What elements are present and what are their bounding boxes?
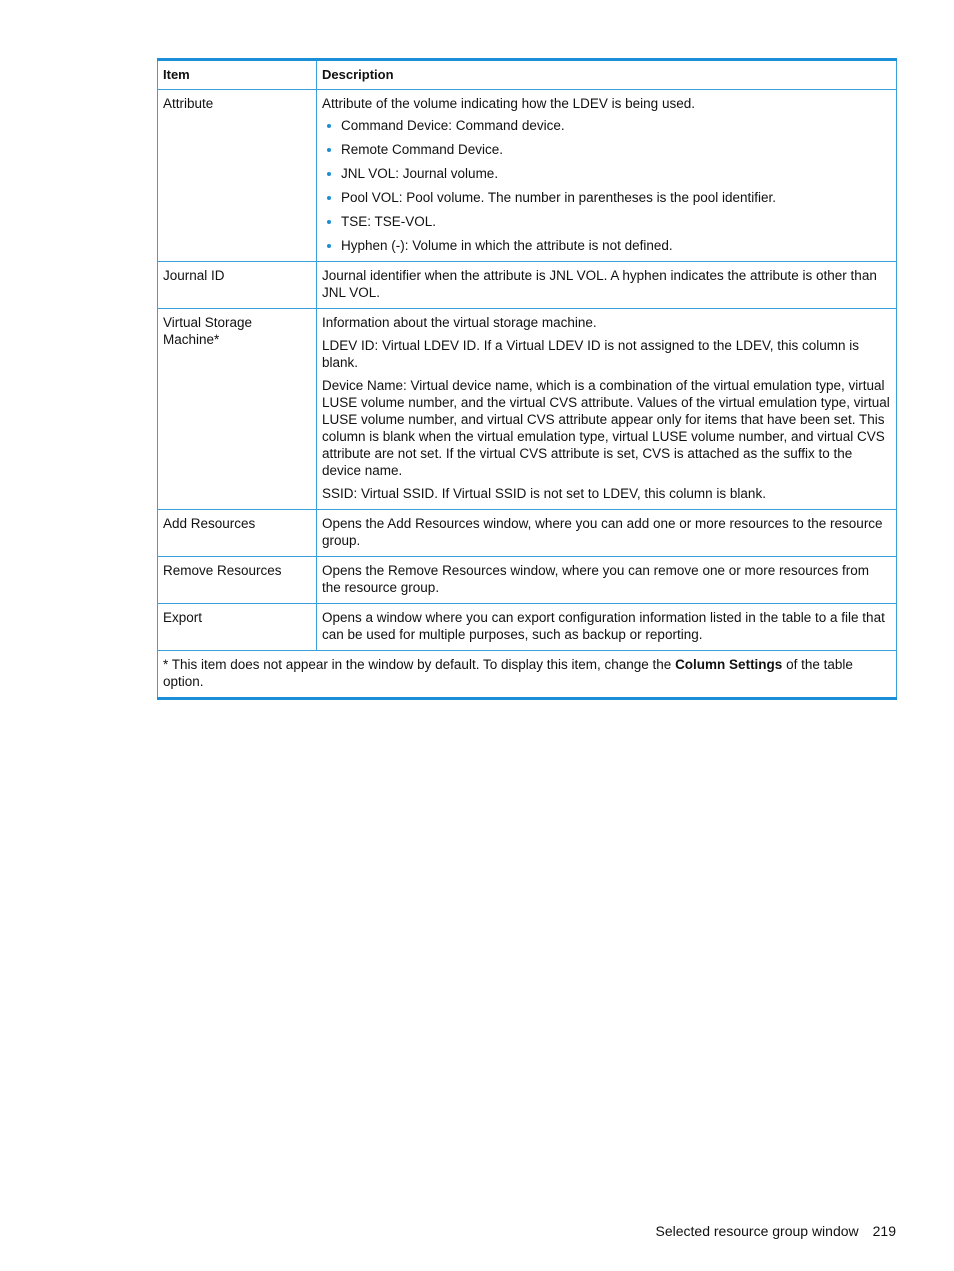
description-cell: Opens the Add Resources window, where you can add one or more resources to the resource group. bbox=[317, 510, 897, 557]
table-header-row bbox=[158, 60, 897, 90]
paragraph: Information about the virtual storage machine. bbox=[322, 315, 597, 330]
item-cell: Virtual Storage Machine* bbox=[158, 309, 317, 510]
table-row-add-resources bbox=[158, 510, 897, 557]
item-cell: Add Resources bbox=[158, 510, 317, 557]
description-cell: Opens the Remove Resources window, where you can remove one or more resources from the resource group. bbox=[317, 557, 897, 604]
paragraph: SSID: Virtual SSID. If Virtual SSID is not set to LDEV, this column is blank. bbox=[322, 486, 766, 501]
footnote-text: * This item does not appear in the window by default. To display this item, change the bbox=[163, 657, 676, 672]
table-row-virtual-storage-machine bbox=[158, 309, 897, 510]
table-row-remove-resources bbox=[158, 557, 897, 604]
table-row-journal-id bbox=[158, 262, 897, 309]
list-item: Hyphen (-): Volume in which the attribute is not defined. bbox=[322, 237, 891, 254]
resource-group-table bbox=[157, 58, 897, 700]
footnote-text-end: of the table option. bbox=[163, 657, 853, 689]
footnote-bold-term: Column Settings bbox=[675, 657, 783, 672]
table-row-attribute bbox=[158, 90, 897, 262]
table-row-export bbox=[158, 604, 897, 651]
item-cell: Attribute bbox=[158, 90, 317, 262]
list-item: Pool VOL: Pool volume. The number in parentheses is the pool identifier. bbox=[322, 189, 891, 206]
item-cell: Export bbox=[158, 604, 317, 651]
paragraph: Device Name: Virtual device name, which is a combination of the virtual emulation type, virtual LUSE volume number, and the virtual CVS attribute. Values of the virtual emulation type, virtual LUSE volume number, and virtual CVS attribute appear only for items that have been set. This column is blank when the virtual emulation type, virtual LUSE volume number, and virtual CVS attribute are not set. If the virtual CVS attribute is set, CVS is attached as the suffix to the device name. bbox=[322, 378, 890, 478]
description-cell bbox=[317, 309, 897, 510]
description-cell bbox=[317, 90, 897, 262]
item-cell: Journal ID bbox=[158, 262, 317, 309]
header-description: Description bbox=[317, 60, 897, 90]
item-cell: Remove Resources bbox=[158, 557, 317, 604]
description-cell: Opens a window where you can export configuration information listed in the table to a file that can be used for multiple purposes, such as backup or reporting. bbox=[317, 604, 897, 651]
table-footnote-row bbox=[158, 651, 897, 699]
page-number: 219 bbox=[872, 1223, 896, 1239]
attribute-list bbox=[322, 117, 891, 254]
list-item: TSE: TSE-VOL. bbox=[322, 213, 891, 230]
footnote bbox=[158, 651, 897, 699]
attribute-intro: Attribute of the volume indicating how the LDEV is being used. bbox=[322, 96, 695, 111]
page-footer bbox=[656, 1223, 896, 1239]
list-item: Command Device: Command device. bbox=[322, 117, 891, 134]
list-item: JNL VOL: Journal volume. bbox=[322, 165, 891, 182]
list-item: Remote Command Device. bbox=[322, 141, 891, 158]
paragraph: LDEV ID: Virtual LDEV ID. If a Virtual LDEV ID is not assigned to the LDEV, this column is blank. bbox=[322, 338, 860, 370]
footer-section-title: Selected resource group window bbox=[655, 1223, 859, 1239]
header-item: Item bbox=[158, 60, 317, 90]
description-cell: Journal identifier when the attribute is JNL VOL. A hyphen indicates the attribute is other than JNL VOL. bbox=[317, 262, 897, 309]
